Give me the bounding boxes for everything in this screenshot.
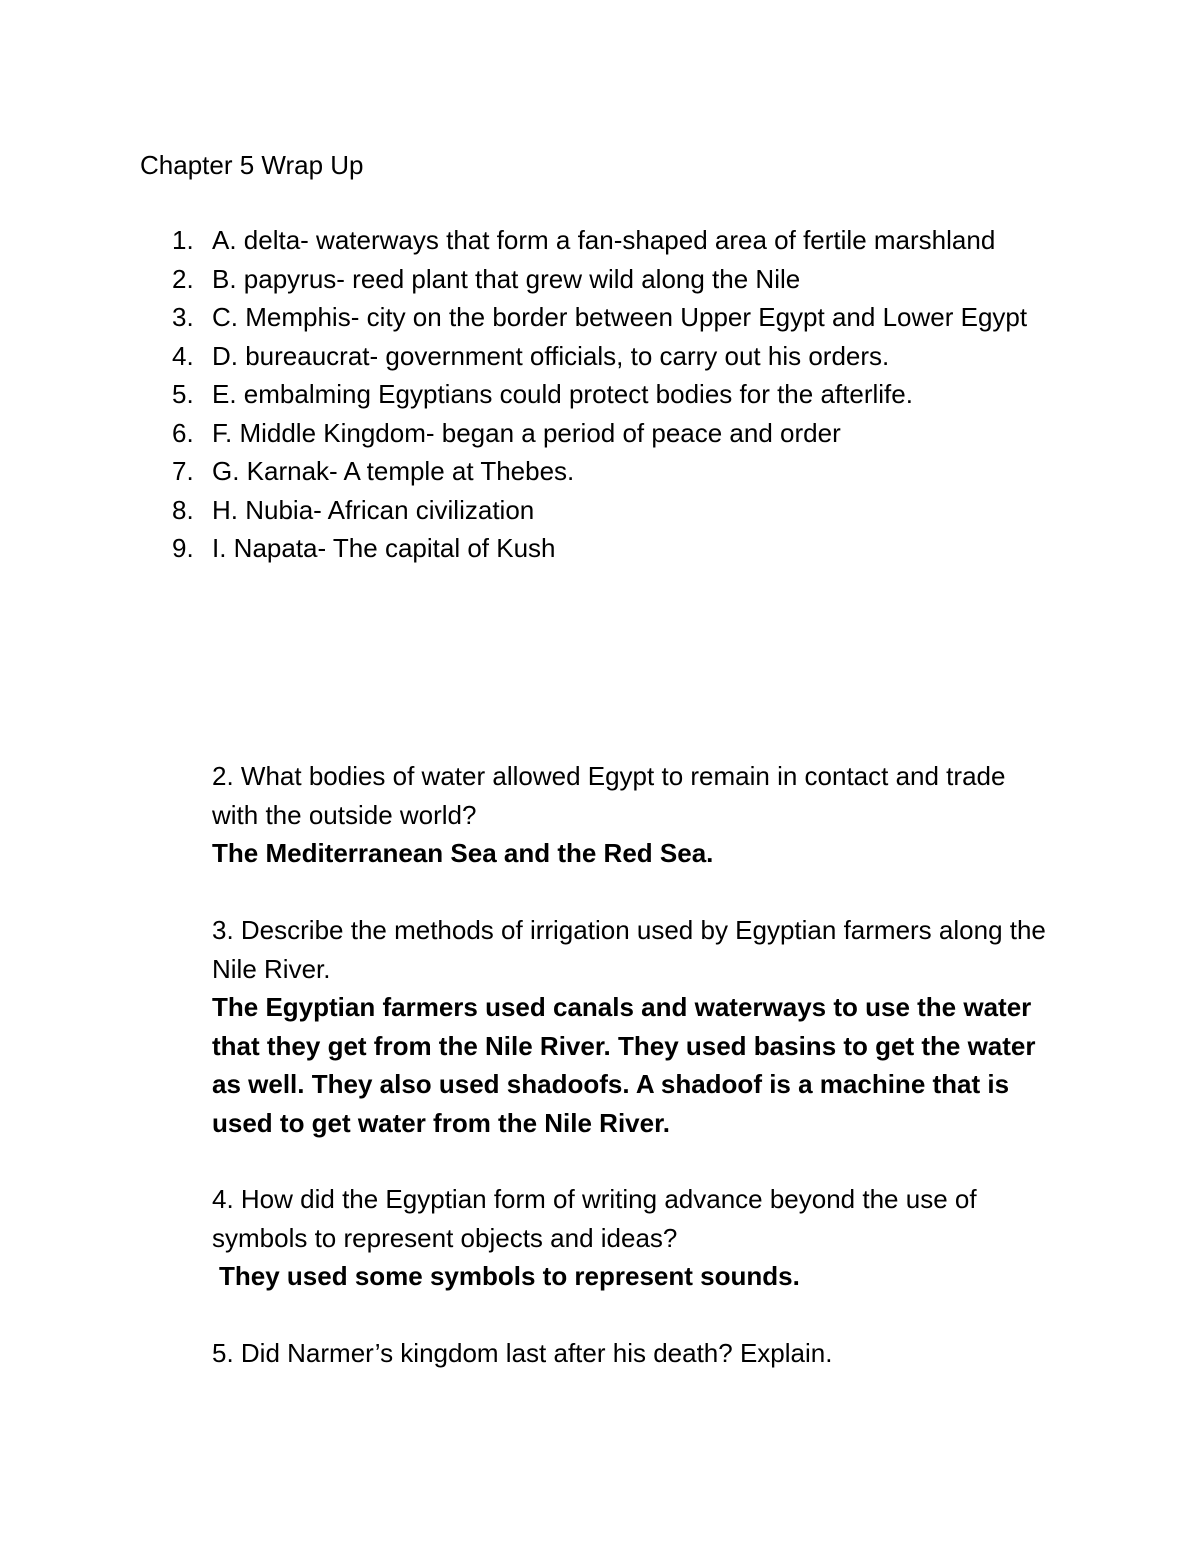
list-number: 9. <box>172 533 194 563</box>
vocab-text: B. papyrus- reed plant that grew wild along the Nile <box>212 263 801 294</box>
answer-text: The Mediterranean Sea and the Red Sea. <box>212 838 714 868</box>
answer-text: The Egyptian farmers used canals and waterways to use the water that they get from the Nile River. They used basins to get the water as well. They also used shadoofs. A shadoof is a machine that is used to get water from the Nile River. <box>212 992 1036 1138</box>
list-number: 2. <box>172 263 194 294</box>
vocab-item-3 <box>140 298 1050 337</box>
vocab-text: H. Nubia- African civilization <box>212 494 535 525</box>
question-block-5 <box>212 1334 1052 1373</box>
vocab-item-8 <box>140 491 1050 530</box>
vocab-text: D. bureaucrat- government officials, to carry out his orders. <box>212 340 890 371</box>
list-number: 1. <box>172 225 194 255</box>
list-number: 7. <box>172 456 194 486</box>
vocab-item-5 <box>140 375 1050 414</box>
vocab-item-1 <box>140 221 1050 260</box>
question-text: 2. What bodies of water allowed Egypt to remain in contact and trade with the outside world? <box>212 761 1006 830</box>
answer-text: They used some symbols to represent sounds. <box>219 1261 800 1291</box>
vocab-item-7 <box>140 452 1050 491</box>
vocab-text: A. delta- waterways that form a fan-shaped area of fertile marshland <box>212 225 996 255</box>
vocab-text: G. Karnak- A temple at Thebes. <box>212 456 575 486</box>
vocab-text: E. embalming Egyptians could protect bodies for the afterlife. <box>212 379 913 409</box>
question-block-2 <box>212 757 1052 873</box>
question-block-4 <box>212 1180 1052 1296</box>
vocab-item-9 <box>140 529 1050 568</box>
question-text: 5. Did Narmer’s kingdom last after his death? Explain. <box>212 1338 833 1368</box>
question-block-3 <box>212 911 1052 1142</box>
question-text: 3. Describe the methods of irrigation used by Egyptian farmers along the Nile River. <box>212 915 1046 984</box>
vocab-text: F. Middle Kingdom- began a period of peace and order <box>212 417 841 448</box>
page-title: Chapter 5 Wrap Up <box>140 150 364 180</box>
vocab-item-4 <box>140 337 1050 376</box>
vocab-item-2 <box>140 260 1050 299</box>
question-text: 4. How did the Egyptian form of writing advance beyond the use of symbols to represent objects and ideas? <box>212 1184 977 1253</box>
list-number: 6. <box>172 417 194 448</box>
vocabulary-list <box>140 221 1050 568</box>
vocab-text: I. Napata- The capital of Kush <box>212 533 556 563</box>
list-number: 5. <box>172 379 194 409</box>
vocab-item-6 <box>140 414 1050 453</box>
list-number: 8. <box>172 494 194 525</box>
list-number: 3. <box>172 302 194 332</box>
vocab-text: C. Memphis- city on the border between Upper Egypt and Lower Egypt <box>212 302 1028 332</box>
list-number: 4. <box>172 340 194 371</box>
